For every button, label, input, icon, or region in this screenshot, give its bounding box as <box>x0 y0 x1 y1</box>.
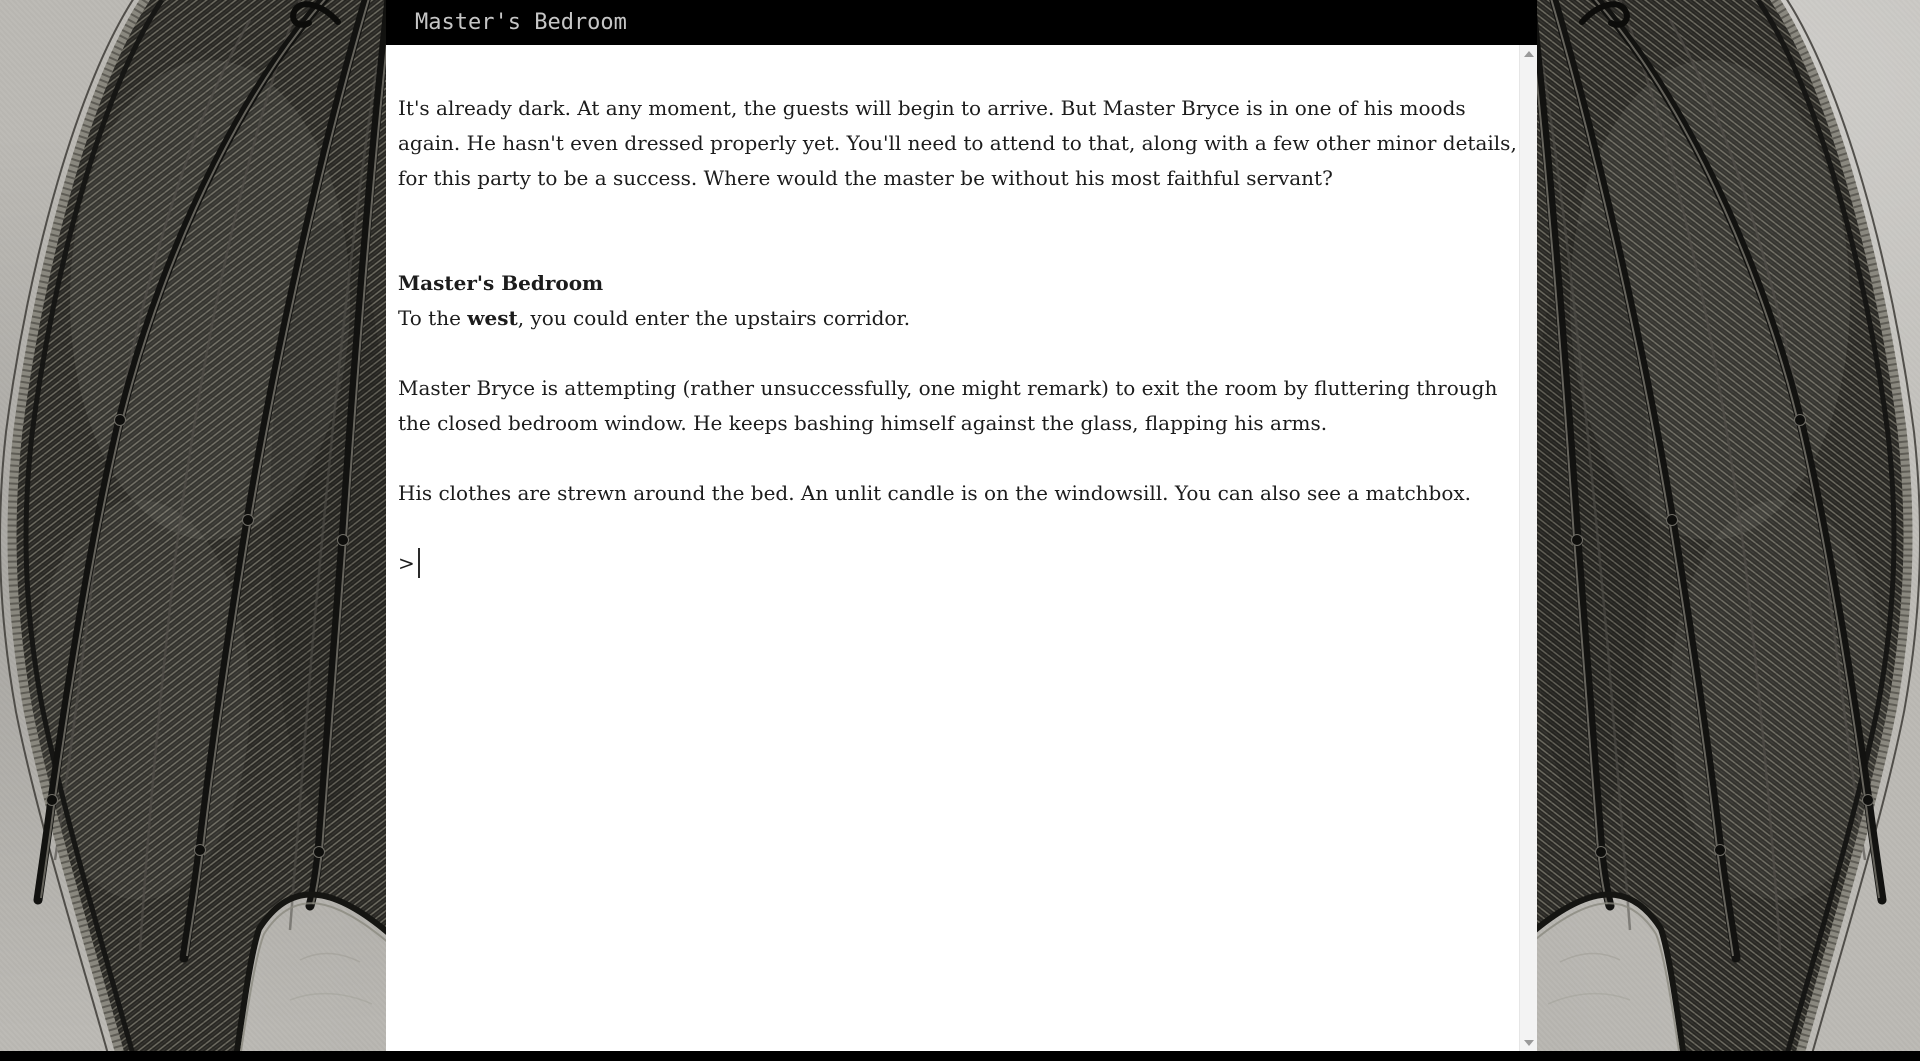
prompt-char: > <box>398 551 415 575</box>
room-exits-line <box>398 301 1517 336</box>
scroll-down-icon <box>1524 1040 1534 1046</box>
command-line[interactable] <box>398 546 1517 581</box>
story-panel <box>386 45 1537 1051</box>
scrollbar-track[interactable] <box>1520 62 1537 1034</box>
title-bar <box>386 0 1537 45</box>
events-paragraph: Master Bryce is attempting (rather unsuccessfully, one might remark) to exit the room by fluttering through the closed bedroom window. He keeps bashing himself against the glass, flapping his arms. <box>398 376 1498 435</box>
direction-west: west <box>467 306 518 330</box>
scroll-up-icon <box>1524 51 1534 57</box>
bat-wing-illustration-left <box>0 0 392 1061</box>
intro-paragraph: It's already dark. At any moment, the guests will begin to arrive. But Master Bryce is in one of his moods again. He hasn't even dressed properly yet. You'll need to attend to that, along with a few other minor details, for this party to be a success. Where would the master be without his most faithful servant? <box>398 96 1517 190</box>
scroll-down-button[interactable] <box>1520 1034 1537 1051</box>
text-caret <box>418 548 420 578</box>
window-title: Master's Bedroom <box>415 10 627 35</box>
story-buffer <box>386 45 1519 1051</box>
exit-text-prefix: To the <box>398 306 468 330</box>
game-window <box>386 0 1537 1051</box>
room-block <box>398 266 1517 336</box>
scroll-up-button[interactable] <box>1520 45 1537 62</box>
exit-text-suffix: , you could enter the upstairs corridor. <box>517 306 911 330</box>
bat-wing-illustration-right <box>1528 0 1920 1061</box>
scrollbar[interactable] <box>1519 45 1537 1051</box>
room-title: Master's Bedroom <box>398 271 604 295</box>
bottom-black-bar <box>0 1051 1920 1061</box>
objects-paragraph: His clothes are strewn around the bed. An unlit candle is on the windowsill. You can also see a matchbox. <box>398 481 1472 505</box>
